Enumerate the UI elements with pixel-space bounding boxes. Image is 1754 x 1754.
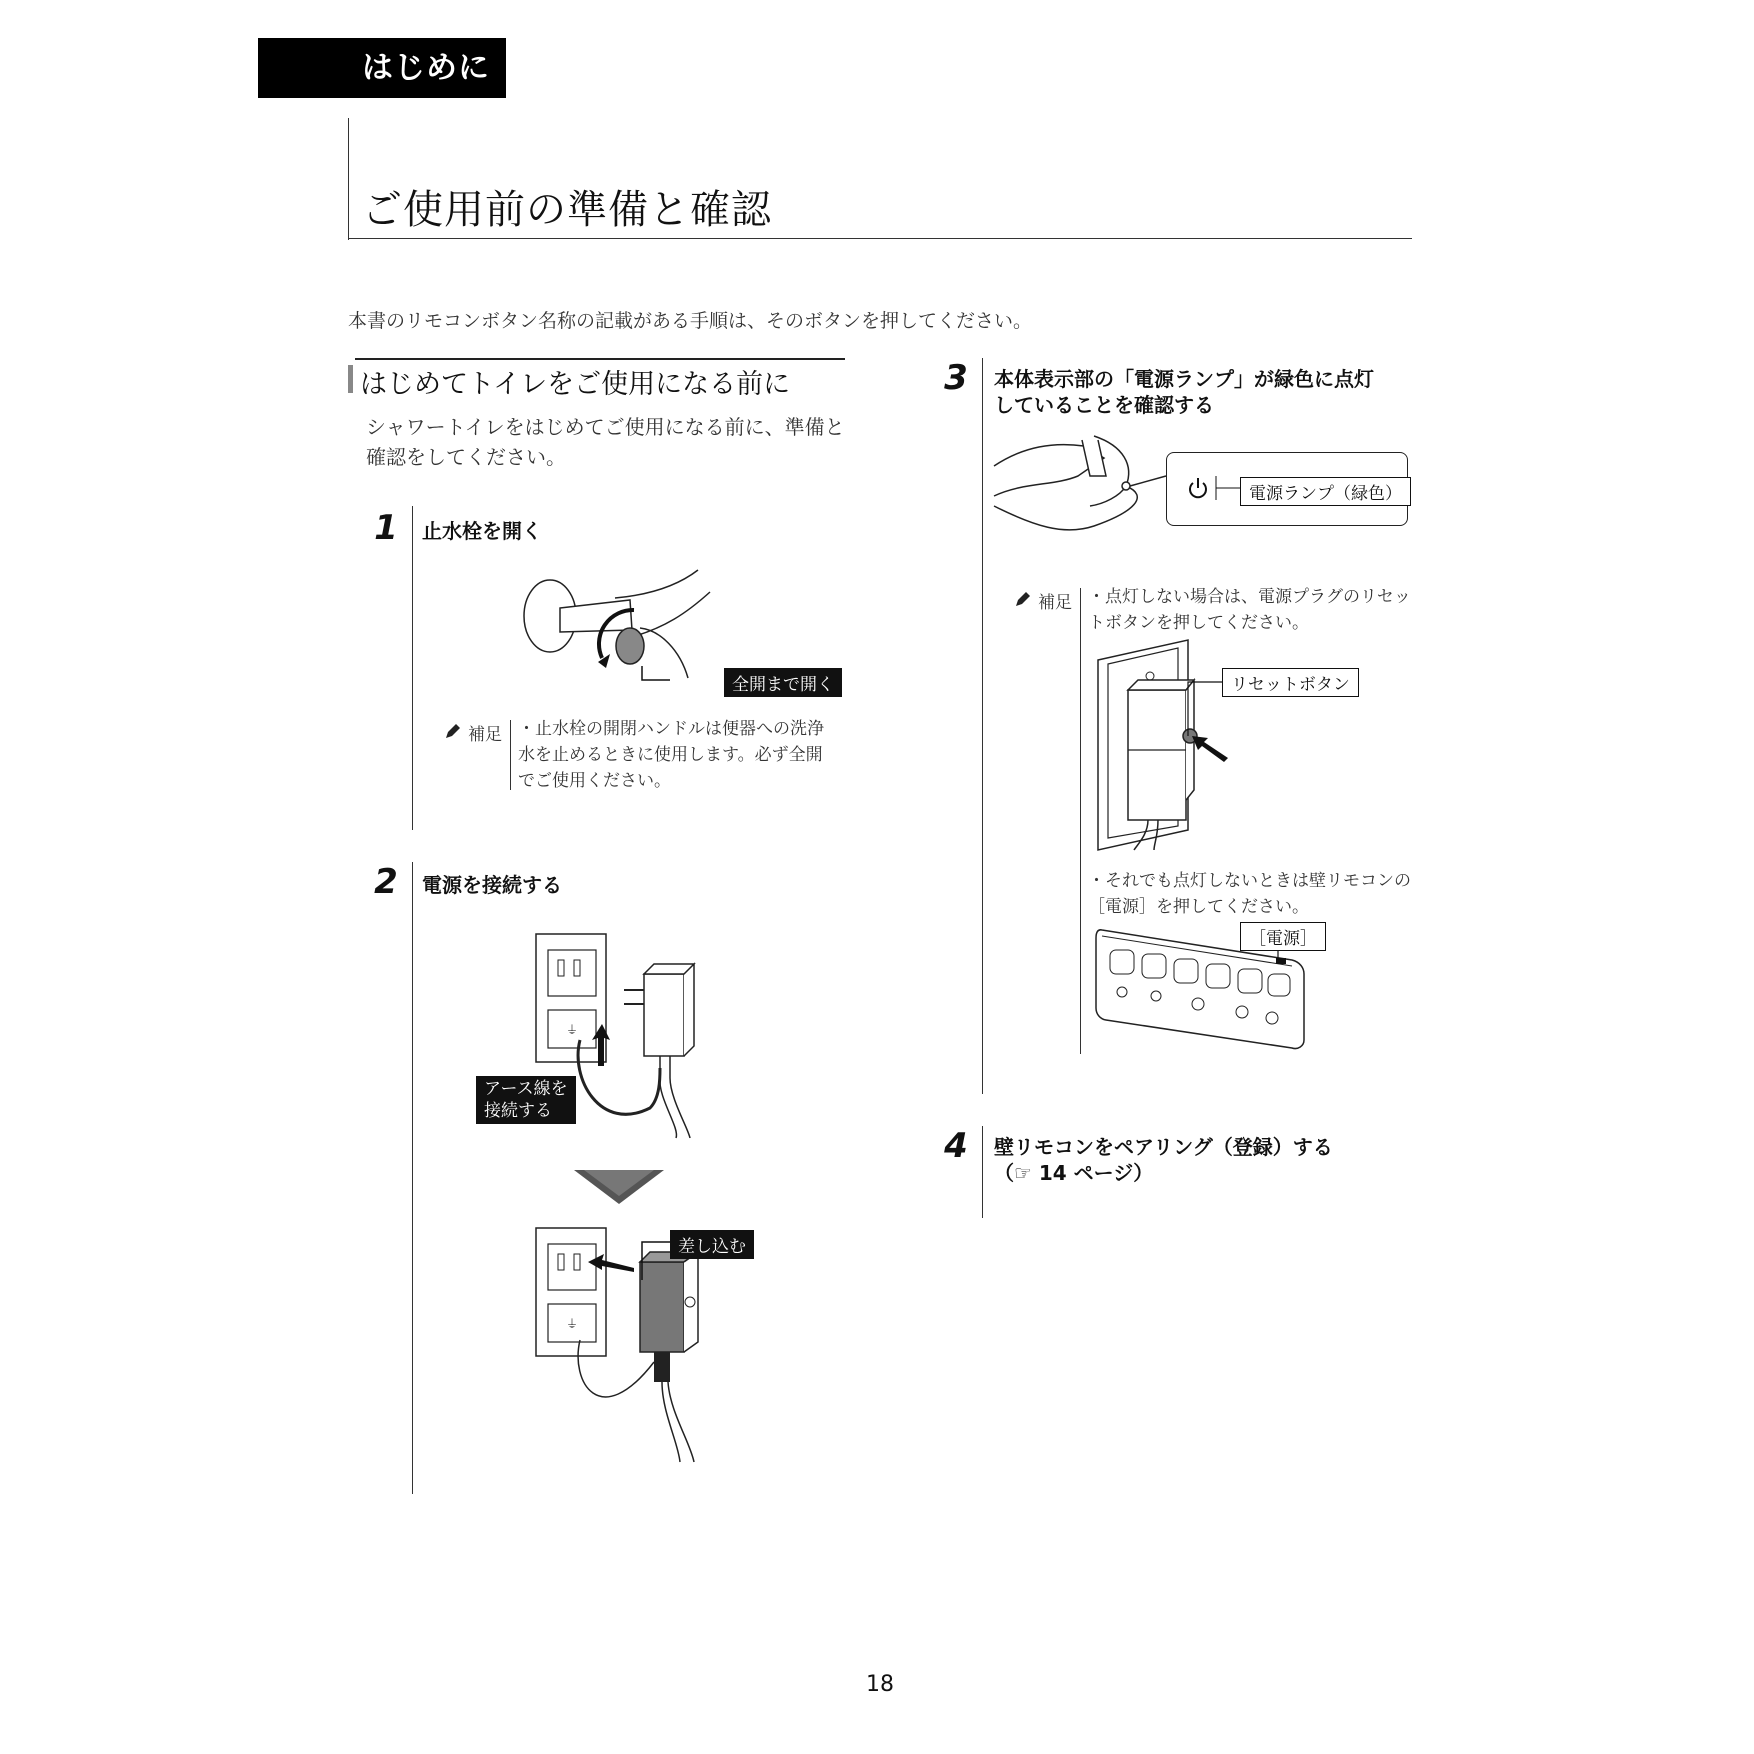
step-2-rule (412, 862, 413, 1494)
svg-text:⏚: ⏚ (565, 1023, 579, 1037)
svg-text:⏚: ⏚ (565, 1317, 579, 1331)
step-3-rule (982, 358, 983, 1094)
subsection-rule (355, 358, 845, 360)
page-title: ご使用前の準備と確認 (362, 187, 772, 233)
step-3-title-line2: していることを確認する (994, 393, 1214, 417)
step-3-callout-lamp: 電源ランプ（緑色） (1240, 477, 1411, 506)
step-4-page-reference[interactable]: （☞ 14 ページ） (994, 1161, 1154, 1185)
step-3-note-2: ・それでも点灯しないときは壁リモコンの［電源］を押してください。 (1088, 871, 1411, 917)
reset-plug-illustration (1098, 640, 1238, 850)
subsection-marker (348, 365, 353, 393)
section-tab: はじめに (258, 38, 506, 98)
step-3-note-rule (1080, 588, 1081, 1054)
step-1-number: 1 (374, 508, 398, 548)
step-1-rule (412, 506, 413, 830)
step-2-callout-ground: アース線を接続する (476, 1076, 576, 1124)
step-1-note: ・止水栓の開閉ハンドルは便器への洗浄水を止めるときに使用します。必ず全開でご使用ください。 (518, 719, 824, 791)
power-icon (1186, 476, 1210, 500)
step-1-title: 止水栓を開く (422, 519, 542, 543)
reset-leader-line (1186, 680, 1226, 740)
step-3-callout-reset: リセットボタン (1222, 668, 1359, 697)
insert-leader-line (640, 1240, 672, 1280)
subsection-description: シャワートイレをはじめてご使用になる前に、準備と確認をしてください。 (366, 415, 845, 469)
faucet-valve-illustration (520, 570, 720, 690)
step-4-rule (982, 1126, 983, 1218)
title-rule-horizontal (348, 238, 1412, 239)
down-arrow-icon (574, 1170, 664, 1204)
subsection-title: はじめてトイレをご使用になる前に (360, 369, 791, 400)
intro-text: 本書のリモコンボタン名称の記載がある手順は、そのボタンを押してください。 (348, 310, 1033, 332)
step-4-number: 4 (944, 1126, 968, 1166)
step-3-callout-power: ［電源］ (1240, 922, 1326, 951)
step-2-callout-insert: 差し込む (670, 1230, 754, 1259)
lamp-leader-line (1214, 476, 1242, 500)
step-3-note-1: ・点灯しない場合は、電源プラグのリセットボタンを押してください。 (1088, 587, 1411, 633)
step-3-note-label: 補足 (1038, 593, 1072, 613)
step-4-title-line1: 壁リモコンをペアリング（登録）する (994, 1135, 1333, 1159)
title-rule-vertical (348, 118, 349, 240)
toilet-lamp-illustration (994, 436, 1166, 548)
step-1-callout: 全開まで開く (724, 668, 842, 697)
pencil-icon (444, 722, 462, 740)
step-3-number: 3 (944, 358, 968, 398)
step-2-number: 2 (374, 862, 398, 902)
step-1-note-label: 補足 (468, 725, 502, 745)
step-1-note-rule (510, 720, 511, 790)
step-3-title-line1: 本体表示部の「電源ランプ」が緑色に点灯 (994, 367, 1374, 391)
page-number: 18 (866, 1672, 894, 1697)
step-2-title: 電源を接続する (422, 873, 562, 897)
pencil-icon (1014, 590, 1032, 608)
